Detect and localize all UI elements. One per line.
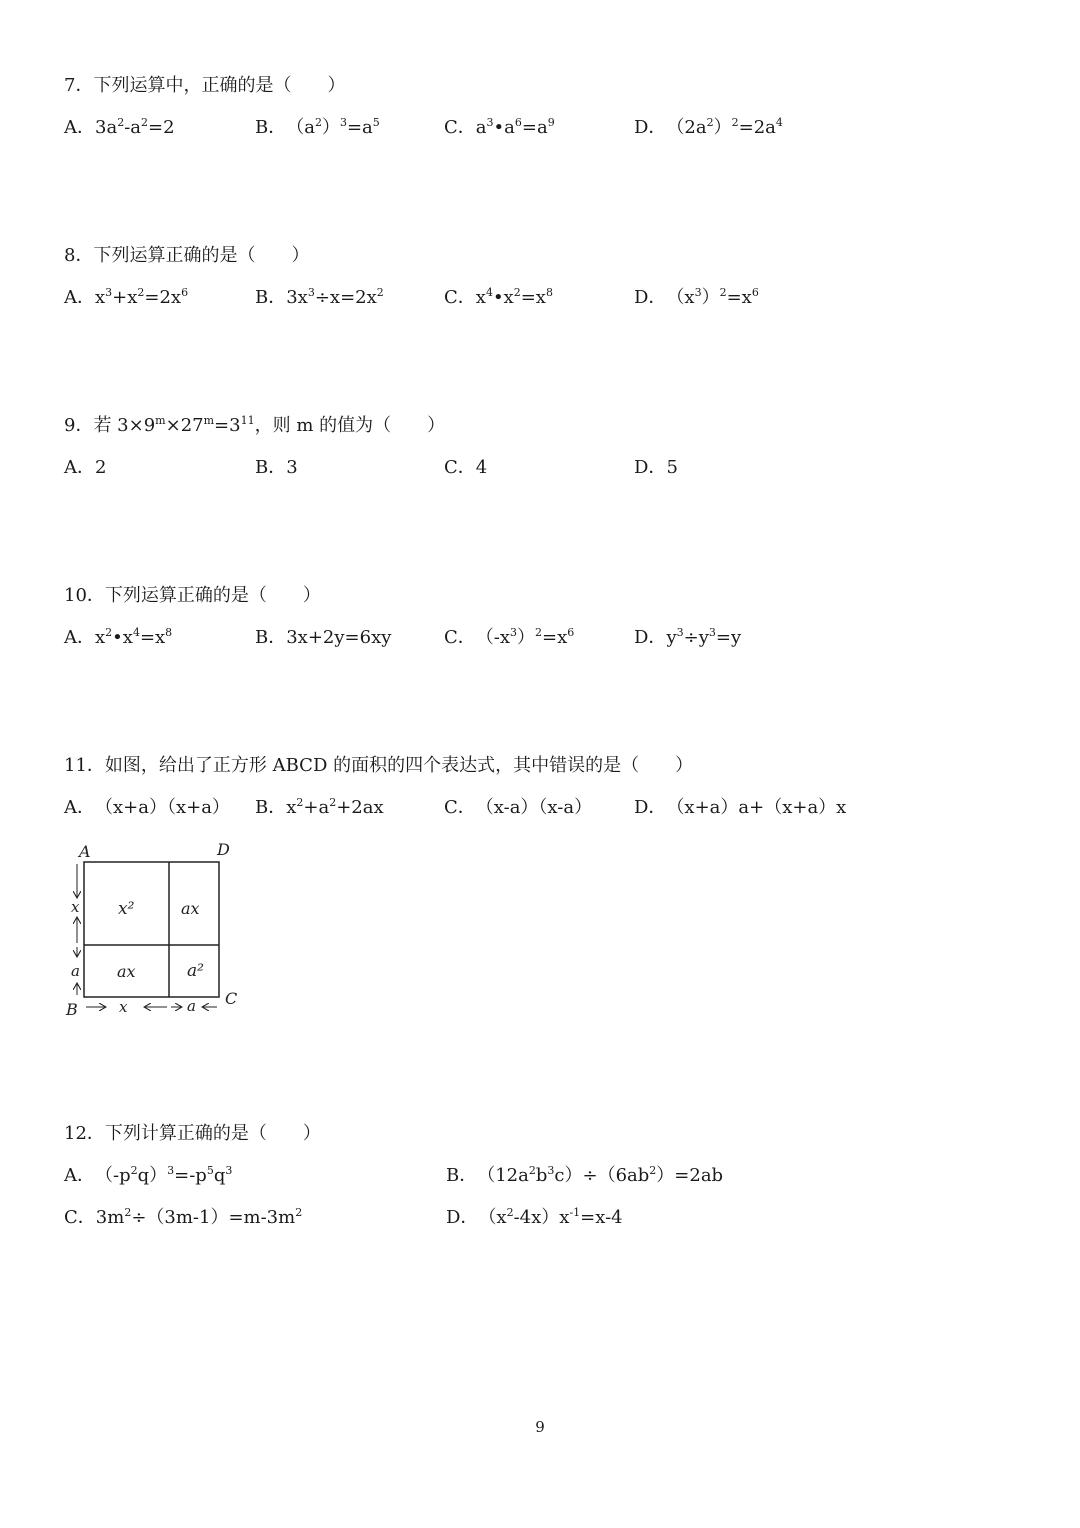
vertex-b-label: B — [66, 1000, 78, 1019]
option-c: C．$3m^2\div(3m-1)=m-3m^2$ — [64, 1206, 303, 1228]
question-stem: 8．下列运算正确的是（ ） — [64, 245, 310, 266]
square-diagram — [64, 838, 254, 1023]
left-x-label: x — [71, 898, 80, 916]
option-a: A．$(-p^2q)^3=-p^5q^3$ — [64, 1164, 233, 1186]
question-stem: 11．如图，给出了正方形 ABCD 的面积的四个表达式，其中错误的是（ ） — [64, 755, 694, 776]
option-d: D．$y^3\div y^3=y$ — [634, 626, 742, 648]
cell-bottom-left-label: ax — [117, 962, 136, 981]
page-number: 9 — [535, 1418, 545, 1436]
option-b: B．3x+2y=6xy — [255, 627, 392, 648]
cell-top-right-label: ax — [181, 899, 200, 918]
option-d: D．（x+a）a+（x+a）x — [634, 797, 847, 818]
option-c: C．$(-x^3)^2=x^6$ — [444, 626, 575, 648]
question-8 — [64, 242, 1024, 312]
question-stem: 10．下列运算正确的是（ ） — [64, 585, 321, 606]
bottom-x-label: x — [119, 998, 128, 1016]
option-d: D．$(x^3)^2=x^6$ — [634, 286, 759, 308]
square-abcd-figure — [64, 838, 254, 1027]
option-b: B．$(12a^2b^3c)\div(6ab^2)=2ab$ — [446, 1164, 724, 1186]
option-b: B．$x^2+a^2+2ax$ — [255, 796, 384, 818]
option-a: A．$3a^2-a^2=2$ — [64, 116, 175, 138]
question-stem: 7．下列运算中，正确的是（ ） — [64, 75, 346, 96]
question-10 — [64, 582, 1024, 652]
option-c: C．$x^4•x^2=x^8$ — [444, 286, 553, 308]
vertex-d-label: D — [217, 840, 230, 859]
option-d: D．5 — [634, 457, 678, 478]
option-a: A．（x+a）（x+a） — [64, 797, 230, 818]
left-a-label: a — [71, 962, 80, 980]
option-b: B．3 — [255, 457, 298, 478]
option-b: B．$3x^3\div x=2x^2$ — [255, 286, 384, 308]
cell-top-left-label: x² — [118, 899, 135, 919]
option-a: A．$x^2•x^4=x^8$ — [64, 626, 173, 648]
option-d: D．$(x^2-4x)x^{-1}=x-4$ — [446, 1206, 623, 1228]
option-a: A．$x^3+x^2=2x^6$ — [64, 286, 189, 308]
question-9 — [64, 412, 1024, 482]
question-stem: 9．若 $3\times 9^m\times 27^m=3^{11}$，则 m 的值为（ ） — [64, 414, 446, 436]
vertex-a-label: A — [79, 842, 91, 861]
question-stem: 12．下列计算正确的是（ ） — [64, 1123, 321, 1144]
vertex-c-label: C — [225, 989, 238, 1008]
question-7 — [64, 72, 1024, 142]
bottom-a-label: a — [187, 997, 196, 1015]
question-12 — [64, 1120, 1024, 1232]
option-a: A．2 — [64, 457, 107, 478]
option-c: C．$a^3•a^6=a^9$ — [444, 116, 555, 138]
option-c: C．4 — [444, 457, 488, 478]
cell-bottom-right-label: a² — [187, 961, 204, 981]
option-b: B．$(a^2)^3=a^5$ — [255, 116, 380, 138]
option-d: D．$(2a^2)^2=2a^4$ — [634, 116, 783, 138]
option-c: C．（x-a）（x-a） — [444, 797, 593, 818]
question-11 — [64, 752, 1024, 822]
